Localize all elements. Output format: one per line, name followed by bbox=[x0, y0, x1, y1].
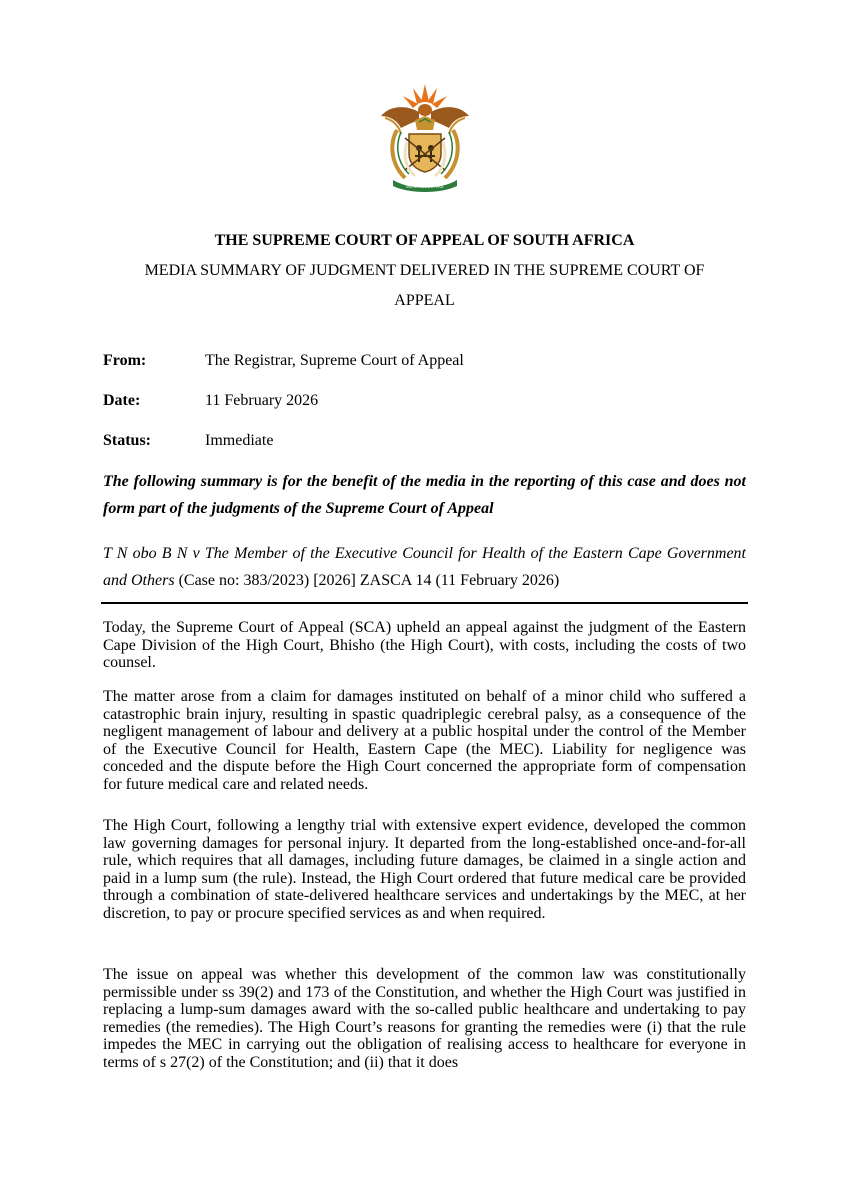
status-label: Status: bbox=[103, 432, 152, 449]
date-label: Date: bbox=[103, 392, 141, 409]
date-value: 11 February 2026 bbox=[205, 392, 319, 409]
divider-line bbox=[101, 602, 748, 604]
paragraph-4: The issue on appeal was whether this development of the common law was constitutionally permissible under ss 39(2) and 173 of the Constitution, and whether the High Court was justified in replacing a lump-sum damages award with the so-called public healthcare and undertaking to pay remedies (the remedies). The High Court’s reasons for granting the remedies were (i) that the rule impedes the MEC in carrying out the obligation of realising access to healthcare for everyone in terms of s 27(2) of the Constitution; and (ii) that it does bbox=[103, 966, 746, 1071]
case-name: T N obo B N v The Member of the Executive Council for Health of the Eastern Cape Government and Others bbox=[103, 545, 746, 589]
paragraph-2: The matter arose from a claim for damages instituted on behalf of a minor child who suffered a catastrophic brain injury, resulting in spastic quadriplegic cerebral palsy, as a consequence of the negligent management of labour and delivery at a public hospital under the control of the Member of the Executive Council for Health, Eastern Cape (the MEC). Liability for negligence was conceded and the dispute before the High Court concerned the appropriate form of compensation for future medical care and related needs. bbox=[103, 688, 746, 793]
motto-text: !KE E: /XARRA //KE bbox=[406, 184, 444, 189]
from-label: From: bbox=[103, 352, 147, 369]
coat-of-arms-icon bbox=[375, 82, 475, 194]
paragraph-3: The High Court, following a lengthy trial with extensive expert evidence, developed the common law governing damages for personal injury. It departed from the long-established once-and-for-all rule, which requires that all damages, including future damages, be claimed in a single action and paid in a lump sum (the rule). Instead, the High Court ordered that future medical care be provided through a combination of state-delivered healthcare services and undertakings by the MEC, at her discretion, to pay or procure specified services as and when required. bbox=[103, 817, 746, 922]
case-citation bbox=[103, 540, 746, 594]
court-title: THE SUPREME COURT OF APPEAL OF SOUTH AFRICA bbox=[214, 232, 635, 249]
summary-heading-line2: APPEAL bbox=[394, 292, 455, 309]
media-notice: The following summary is for the benefit of the media in the reporting of this case and does not form part of the judgments of the Supreme Court of Appeal bbox=[103, 473, 746, 517]
from-value: The Registrar, Supreme Court of Appeal bbox=[205, 352, 464, 369]
summary-heading-line1: MEDIA SUMMARY OF JUDGMENT DELIVERED IN THE SUPREME COURT OF bbox=[144, 262, 705, 279]
status-value: Immediate bbox=[205, 432, 274, 449]
case-reference: (Case no: 383/2023) [2026] ZASCA 14 (11 February 2026) bbox=[174, 572, 560, 589]
paragraph-1: Today, the Supreme Court of Appeal (SCA) upheld an appeal against the judgment of the Eastern Cape Division of the High Court, Bhisho (the High Court), with costs, including the costs of two counsel. bbox=[103, 619, 746, 671]
